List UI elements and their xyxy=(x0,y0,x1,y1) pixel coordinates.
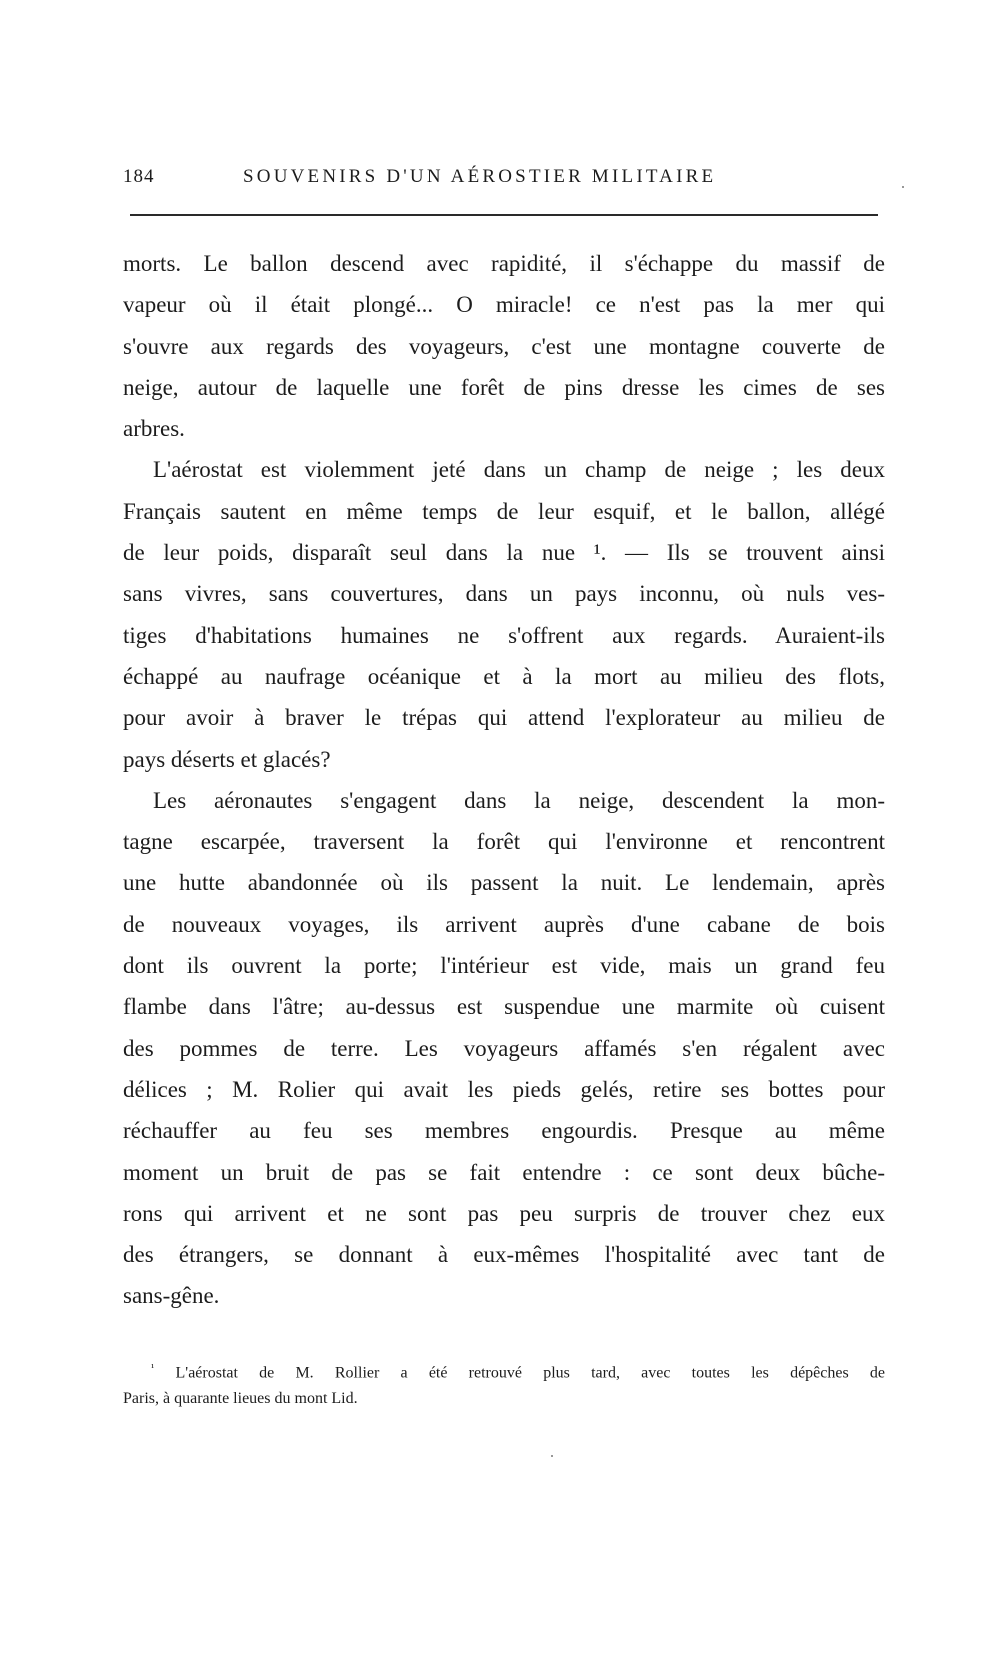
text-line: pays déserts et glacés? xyxy=(123,746,331,772)
text-line: tiges d'habitations humaines ne s'offrent aux regards. Auraient-ils xyxy=(123,622,885,648)
text-line: des pommes de terre. Les voyageurs affamés s'en régalent avec xyxy=(123,1035,885,1061)
text-line: s'ouvre aux regards des voyageurs, c'est une montagne couverte de xyxy=(123,333,885,359)
text-line: une hutte abandonnée où ils passent la nuit. Le lendemain, après xyxy=(123,870,885,896)
body-text xyxy=(123,243,885,1317)
footnote-text: L'aérostat de M. Rollier a été retrouvé plus tard, avec toutes les dépêches de xyxy=(175,1364,886,1382)
text-line: sans vivres, sans couvertures, dans un pays inconnu, où nuls ves- xyxy=(123,581,885,607)
page-number: 184 xyxy=(123,166,155,187)
print-speck xyxy=(551,1455,553,1457)
text-line: arbres. xyxy=(123,416,185,442)
text-line: moment un bruit de pas se fait entendre : ce sont deux bûche- xyxy=(123,1159,885,1185)
text-line: sans-gêne. xyxy=(123,1283,220,1309)
text-line: rons qui arrivent et ne sont pas peu surpris de trouver chez eux xyxy=(123,1200,885,1226)
text-line: réchauffer au feu ses membres engourdis. Presque au même xyxy=(123,1118,885,1144)
text-line: morts. Le ballon descend avec rapidité, il s'échappe du massif de xyxy=(123,251,885,276)
footnote xyxy=(123,1355,885,1412)
text-line: échappé au naufrage océanique et à la mort au milieu des flots, xyxy=(123,663,885,689)
text-line: délices ; M. Rolier qui avait les pieds gelés, retire ses bottes pour xyxy=(123,1076,885,1102)
text-line: flambe dans l'âtre; au-dessus est suspendue une marmite où cuisent xyxy=(123,994,885,1020)
text-line: pour avoir à braver le trépas qui attend l'explorateur au milieu de xyxy=(123,705,885,731)
text-line: Les aéronautes s'engagent dans la neige, descendent la mon- xyxy=(153,787,885,813)
running-title: SOUVENIRS D'UN AÉROSTIER MILITAIRE xyxy=(243,166,717,187)
text-line: Français sautent en même temps de leur esquif, et le ballon, allégé xyxy=(123,498,885,524)
footnote-line xyxy=(123,1355,885,1386)
header-rule xyxy=(130,214,878,216)
text-line: des étrangers, se donnant à eux-mêmes l'hospitalité avec tant de xyxy=(123,1242,885,1268)
page-header xyxy=(123,166,885,196)
text-line: de leur poids, disparaît seul dans la nue ¹. — Ils se trouvent ainsi xyxy=(123,540,885,566)
text-line: neige, autour de laquelle une forêt de pins dresse les cimes de ses xyxy=(123,374,885,400)
print-speck xyxy=(902,186,904,188)
text-line: vapeur où il était plongé... O miracle! ce n'est pas la mer qui xyxy=(123,292,885,318)
text-line: dont ils ouvrent la porte; l'intérieur est vide, mais un grand feu xyxy=(123,953,885,979)
footnote-marker: ¹ xyxy=(151,1362,155,1374)
text-line: de nouveaux voyages, ils arrivent auprès d'une cabane de bois xyxy=(123,911,885,937)
text-line: L'aérostat est violemment jeté dans un champ de neige ; les deux xyxy=(153,457,885,483)
text-line: tagne escarpée, traversent la forêt qui l'environne et rencontrent xyxy=(123,829,885,855)
footnote-line: Paris, à quarante lieues du mont Lid. xyxy=(123,1390,358,1408)
